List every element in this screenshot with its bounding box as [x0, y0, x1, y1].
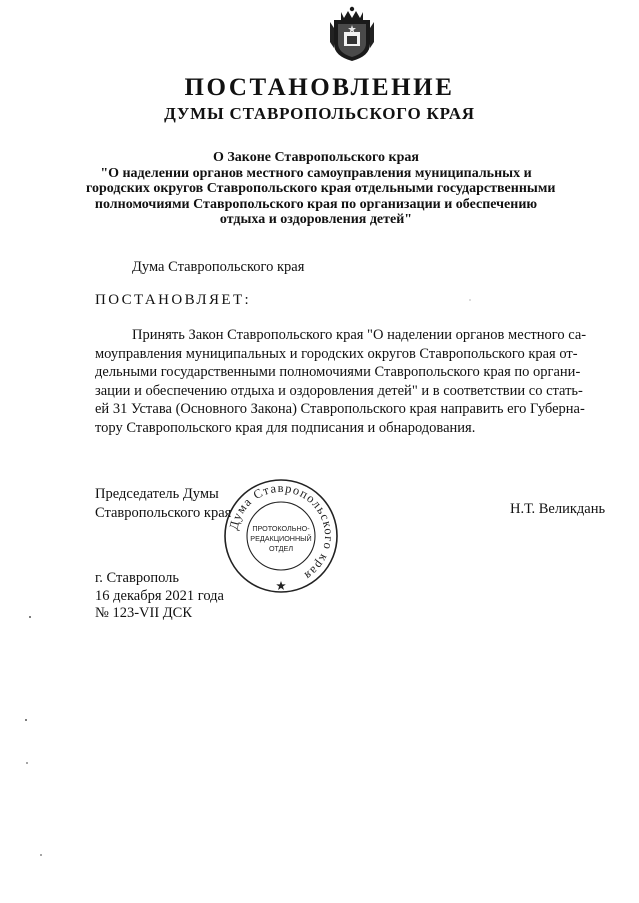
- law-title-line: "О наделении органов местного самоуправления муниципальных и: [100, 165, 532, 181]
- body-line: моуправления муниципальных и городских округов Ставропольского края от-: [95, 345, 578, 362]
- stamp-star-icon: [276, 581, 286, 590]
- official-stamp: [222, 477, 340, 595]
- position-line: Ставропольского края: [95, 504, 232, 521]
- document-number: № 123-VII ДСК: [95, 605, 193, 621]
- position-line: Председатель Думы: [95, 486, 219, 502]
- law-title-line: полномочиями Ставропольского края по организации и обеспечению: [94, 196, 538, 212]
- resolves-heading: ПОСТАНОВЛЯЕТ:: [95, 292, 252, 308]
- body-line: тору Ставропольского края для подписания и обнародования.: [95, 419, 476, 436]
- issuer-text: Дума Ставропольского края: [132, 259, 305, 275]
- resolution-body: [95, 326, 610, 437]
- law-title-line: О Законе Ставропольского края: [213, 150, 419, 165]
- stamp-center-line: ПРОТОКОЛЬНО-: [252, 524, 310, 533]
- city: г. Ставрополь: [95, 570, 180, 586]
- signatory-position: [95, 485, 231, 522]
- stamp-center-line: РЕДАКЦИОННЫЙ: [250, 534, 312, 543]
- body-line: ей 31 Устава (Основного Закона) Ставропольского края направить его Губерна-: [95, 401, 585, 417]
- document-date: 16 декабря 2021 года: [95, 587, 224, 604]
- law-title-block: [86, 150, 556, 228]
- coat-of-arms-icon: [328, 6, 376, 62]
- body-line: дельными государственными полномочиями Ставропольского края по органи-: [95, 364, 581, 380]
- document-title: ПОСТАНОВЛЕНИЕ: [184, 74, 455, 101]
- body-line: зации и обеспечению отдыха и оздоровления детей" и в соответствии со стать-: [95, 382, 583, 399]
- law-title-line: городских округов Ставропольского края отдельными государственными: [86, 181, 556, 196]
- document-subtitle: ДУМЫ СТАВРОПОЛЬСКОГО КРАЯ: [164, 104, 475, 123]
- document-footer: [95, 570, 224, 623]
- body-line: Принять Закон Ставропольского края "О наделении органов местного са-: [132, 327, 587, 343]
- law-title-line: отдыха и оздоровления детей": [219, 212, 413, 227]
- stamp-ring-text: Дума Ставропольского края: [226, 480, 337, 584]
- signatory-name: Н.Т. Великдань: [510, 501, 606, 517]
- stamp-center-line: ОТДЕЛ: [268, 544, 294, 553]
